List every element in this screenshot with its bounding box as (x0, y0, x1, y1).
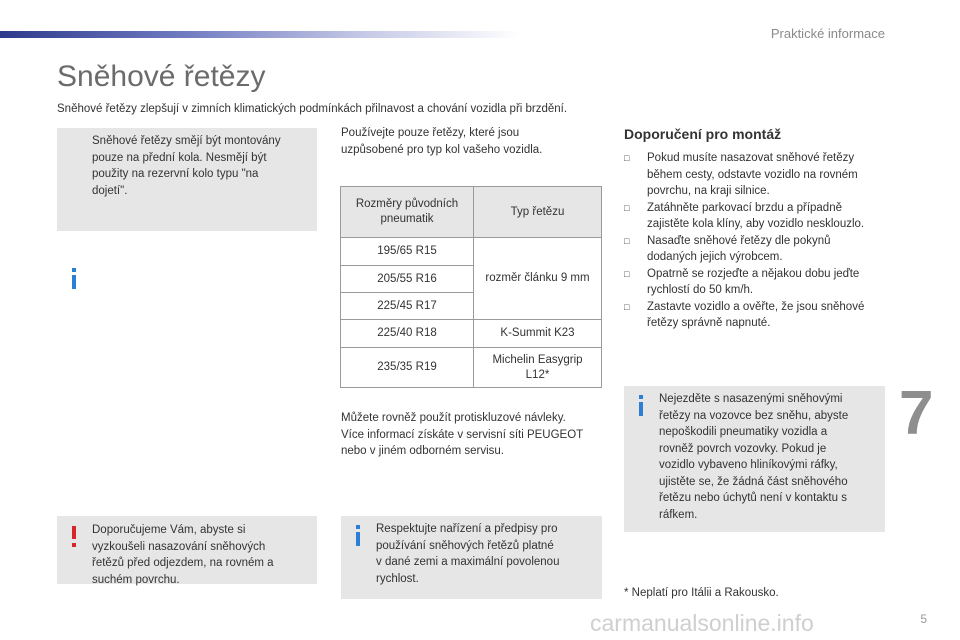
table-cell-tire: 225/40 R18 (341, 320, 474, 348)
list-item: □ Zatáhněte parkovací brzdu a případně zajistěte kola klíny, aby vozidlo nesklouzlo. (624, 201, 865, 230)
info-icon (356, 532, 360, 546)
table-header-chain-type: Typ řetězu (474, 187, 602, 238)
table-cell-tire: 225/45 R17 (341, 293, 474, 320)
info-icon (639, 402, 643, 416)
recommendations-list (624, 150, 886, 332)
warning-box-test-fitting (57, 516, 317, 584)
intro-text: Sněhové řetězy zlepšují v zimních klimatických podmínkách přilnavost a chování vozidla při brzdění. (57, 103, 568, 115)
table-cell-tire: 205/55 R16 (341, 266, 474, 293)
chain-usage-note: Používejte pouze řetězy, které jsou uzpůsobené pro typ kol vašeho vozidla. (341, 127, 543, 156)
footnote: * Neplatí pro Itálii a Rakousko. (624, 587, 779, 599)
info-box-no-snow (624, 386, 885, 532)
checkbox-bullet-icon: □ (624, 268, 630, 279)
recommendations-title: Doporučení pro montáž (624, 126, 782, 142)
info-box-front-wheels (57, 128, 317, 231)
warning-icon (72, 526, 76, 539)
checkbox-bullet-icon: □ (624, 153, 630, 163)
checkbox-bullet-icon: □ (624, 301, 630, 312)
table-cell-chain: Michelin Easygrip L12* (474, 348, 602, 388)
section-label: Praktické informace (770, 26, 885, 41)
info-box-text: Respektujte nařízení a předpisy pro používání sněhových řetězů platné v dané zemi a maximální povolenou rychlost. (376, 523, 560, 585)
chapter-number: 7 (899, 379, 934, 448)
header-bar (0, 31, 520, 38)
list-item: □ Pokud musíte nasazovat sněhové řetězy během cesty, odstavte vozidlo na rovném povrchu, na kraji silnice. (624, 152, 858, 197)
list-item: □ Nasaďte sněhové řetězy dle pokynů dodaných jejich výrobcem. (624, 234, 831, 263)
warning-box-text: Doporučujeme Vám, abyste si vyzkoušeli nasazování sněhových řetězů před odjezdem, na rovném a suchém povrchu. (92, 524, 274, 586)
info-icon (72, 275, 76, 289)
table-cell-chain: K-Summit K23 (474, 320, 602, 348)
table-header-tire-size: Rozměry původních pneumatik (341, 187, 474, 238)
anti-skid-note: Můžete rovněž použít protiskluzové návleky. Více informací získáte v servisní síti PEUGEOT nebo v jiném odborném servisu. (341, 412, 584, 457)
table-cell-tire: 195/65 R15 (341, 238, 474, 266)
info-box-regulations (341, 516, 602, 599)
checkbox-bullet-icon: □ (624, 202, 630, 213)
page-title: Sněhové řetězy (57, 60, 266, 93)
chain-size-table (340, 186, 602, 388)
table-cell-tire: 235/35 R19 (341, 348, 474, 388)
list-item: □ Zastavte vozidlo a ověřte, že jsou sněhové řetězy správně napnuté. (624, 300, 865, 329)
table-cell-chain: rozměr článku 9 mm (474, 238, 602, 320)
page-number: 5 (920, 612, 927, 626)
watermark: carmanualsonline.info (590, 610, 814, 636)
table-row (341, 348, 602, 388)
info-box-text: Nejezděte s nasazenými sněhovými řetězy na vozovce bez sněhu, abyste nepoškodili pneumatiky vozidla a rovněž povrch vozovky. Pokud je vozidlo vybaveno hliníkovými ráfky, ujistěte se, že žádná část sněhového řetězu nebo úchytů není v kontaktu s ráfkem. (659, 393, 849, 521)
info-box-text: Sněhové řetězy smějí být montovány pouze na přední kola. Nesmějí být použity na rezervní kolo typu "na dojetí". (92, 135, 281, 197)
list-item: □ Opatrně se rozjeďte a nějakou dobu jeďte rychlostí do 50 km/h. (624, 267, 860, 296)
checkbox-bullet-icon: □ (624, 235, 630, 246)
table-row (341, 320, 602, 348)
table-header-row (341, 187, 602, 238)
table-row (341, 238, 602, 266)
